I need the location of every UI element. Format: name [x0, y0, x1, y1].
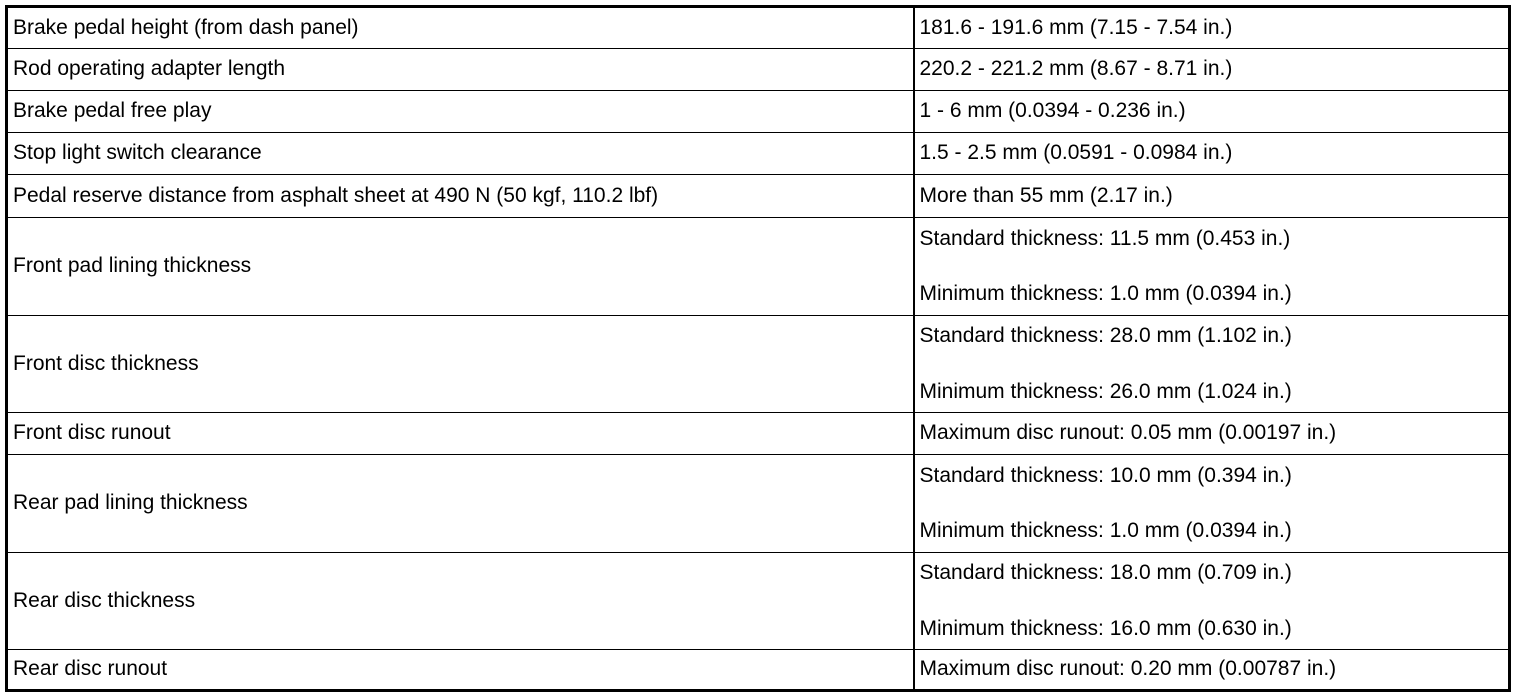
- spec-value-line: Standard thickness: 28.0 mm (1.102 in.): [919, 324, 1292, 348]
- spec-value-cell: [914, 650, 1510, 691]
- spec-item-cell: Front disc runout: [7, 413, 914, 455]
- brake-specification-table: [5, 5, 1511, 692]
- spec-value-cell: [914, 49, 1510, 91]
- table-row: [7, 316, 1510, 413]
- table-row: [7, 413, 1510, 455]
- spec-item-cell: Brake pedal free play: [7, 91, 914, 133]
- spec-value-line: Minimum thickness: 26.0 mm (1.024 in.): [919, 379, 1292, 403]
- spec-value-line: Standard thickness: 11.5 mm (0.453 in.): [919, 226, 1291, 250]
- spec-item-cell: Stop light switch clearance: [7, 133, 914, 175]
- spec-value-cell: [914, 316, 1510, 413]
- spec-value-line: Minimum thickness: 1.0 mm (0.0394 in.): [919, 519, 1292, 542]
- spec-item-cell: Brake pedal height (from dash panel): [7, 7, 914, 49]
- table-row: [7, 650, 1510, 691]
- table-row: [7, 553, 1510, 650]
- spec-value-cell: [914, 553, 1510, 650]
- table-row: [7, 91, 1510, 133]
- spec-value-cell: [914, 455, 1510, 553]
- table-row: [7, 49, 1510, 91]
- spec-value-line: Standard thickness: 10.0 mm (0.394 in.): [919, 463, 1292, 487]
- spec-table-body: [7, 7, 1510, 691]
- table-row: [7, 218, 1510, 316]
- spec-item-cell: Rear disc thickness: [7, 553, 914, 650]
- table-row: [7, 175, 1510, 218]
- spec-value-cell: [914, 7, 1510, 49]
- spec-value-cell: [914, 133, 1510, 175]
- spec-value-line: 1 - 6 mm (0.0394 - 0.236 in.): [919, 99, 1186, 123]
- spec-value-line: Minimum thickness: 1.0 mm (0.0394 in.): [919, 282, 1292, 305]
- spec-value-line: 1.5 - 2.5 mm (0.0591 - 0.0984 in.): [919, 141, 1233, 165]
- spec-value-line: More than 55 mm (2.17 in.): [919, 183, 1173, 207]
- spec-item-cell: Pedal reserve distance from asphalt sheet at 490 N (50 kgf, 110.2 lbf): [7, 175, 914, 218]
- spec-value-line: Maximum disc runout: 0.20 mm (0.00787 in.): [919, 657, 1337, 681]
- spec-value-line: Maximum disc runout: 0.05 mm (0.00197 in.): [919, 421, 1337, 445]
- spec-value-cell: [914, 175, 1510, 218]
- table-row: [7, 133, 1510, 175]
- spec-value-line: 181.6 - 191.6 mm (7.15 - 7.54 in.): [919, 15, 1233, 39]
- table-row: [7, 7, 1510, 49]
- spec-value-line: 220.2 - 221.2 mm (8.67 - 8.71 in.): [919, 57, 1233, 81]
- spec-item-cell: Front pad lining thickness: [7, 218, 914, 316]
- spec-item-cell: Front disc thickness: [7, 316, 914, 413]
- spec-value-line: Minimum thickness: 16.0 mm (0.630 in.): [919, 616, 1292, 640]
- spec-value-cell: [914, 91, 1510, 133]
- table-row: [7, 455, 1510, 553]
- spec-item-cell: Rear disc runout: [7, 650, 914, 691]
- spec-value-line: Standard thickness: 18.0 mm (0.709 in.): [919, 561, 1292, 585]
- spec-value-cell: [914, 218, 1510, 316]
- spec-item-cell: Rod operating adapter length: [7, 49, 914, 91]
- spec-item-cell: Rear pad lining thickness: [7, 455, 914, 553]
- spec-value-cell: [914, 413, 1510, 455]
